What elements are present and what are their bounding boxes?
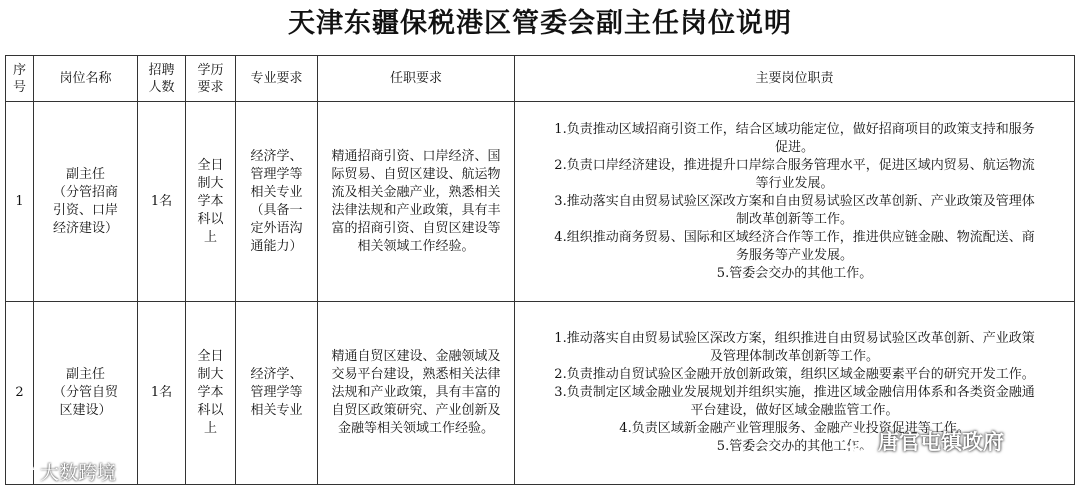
- position-line: （分管招商: [52, 184, 118, 200]
- education-line: 上: [203, 229, 217, 245]
- header-major: 专业要求: [236, 56, 318, 102]
- qualification-line: 精通招商引资、口岸经济、国: [331, 148, 501, 164]
- row-headcount: 1名: [138, 302, 186, 485]
- row-qualifications: [318, 102, 515, 302]
- watermark-source: [8, 458, 116, 485]
- education-line: 制大: [197, 367, 224, 382]
- watermark-left-text: 大数跨境: [40, 462, 117, 484]
- position-line: 经济建设）: [52, 220, 118, 236]
- position-line: 引资、口岸: [52, 202, 118, 218]
- row-education: [186, 302, 236, 485]
- major-line: 相关专业: [250, 184, 303, 200]
- duty-line: 1.推动落实自由贸易试验区深改方案，组织推进自由贸易试验区改革创新、产业政策: [554, 331, 1035, 346]
- position-line: 副主任: [65, 367, 105, 382]
- duty-line: 4.组织推动商务贸易、国际和区域经济合作等工作，推进供应链金融、物流配送、商: [554, 229, 1035, 245]
- qualification-line: 金融等相关领域工作经验。: [337, 421, 494, 436]
- header-headcount: [138, 56, 186, 102]
- duty-line: 制改革创新等工作。: [735, 211, 853, 227]
- education-line: 科以: [197, 211, 224, 227]
- qualification-line: 法律法规和产业政策，具有丰: [331, 202, 501, 218]
- duty-line: 务服务等产业发展。: [735, 247, 853, 263]
- row-major: [236, 102, 318, 302]
- header-position: 岗位名称: [34, 56, 138, 102]
- duty-line: 1.负责推动区域招商引资工作，结合区域功能定位，做好招商项目的政策支持和服务: [554, 121, 1035, 137]
- page-title: 天津东疆保税港区管委会副主任岗位说明: [288, 8, 792, 39]
- duty-line: 等行业发展。: [755, 175, 834, 191]
- header-index: [6, 56, 34, 102]
- row-headcount: 1名: [138, 102, 186, 302]
- qualification-line: 精通自贸区建设、金融领域及: [331, 349, 501, 364]
- duty-line: 3.负责制定区域金融业发展规划并组织实施，推进区域金融信用体系和各类资金融通: [554, 385, 1035, 400]
- position-line: 副主任: [65, 166, 105, 182]
- header-education: [186, 56, 236, 102]
- education-line: 全日: [197, 157, 224, 173]
- duty-line: 促进。: [774, 139, 814, 155]
- qualification-line: 自贸区政策研究、产业创新及: [331, 403, 501, 418]
- header-index-line: 号: [12, 79, 26, 95]
- duty-line: 5.管委会交办的其他工作。: [716, 265, 873, 281]
- table-header-row: [6, 56, 1075, 102]
- header-education-line: 学历: [197, 62, 224, 78]
- header-education-line: 要求: [197, 79, 224, 95]
- row-index: 2: [6, 302, 34, 485]
- duty-line: 及管理体制改革创新等工作。: [709, 349, 879, 364]
- education-line: 学本: [197, 193, 224, 209]
- duty-line: 4.负责区域新金融产业管理服务、金融产业投资促进等工作。: [619, 421, 970, 436]
- position-line: （分管自贸: [52, 385, 118, 400]
- major-line: 定外语沟: [250, 220, 303, 236]
- duty-line: 平台建设，做好区域金融监管工作。: [690, 403, 899, 418]
- qualification-line: 相关领域工作经验。: [357, 238, 475, 254]
- row-education: [186, 102, 236, 302]
- position-line: 区建设）: [59, 403, 112, 418]
- row-qualifications: [318, 302, 515, 485]
- weibo-icon: [8, 461, 36, 483]
- qualification-line: 法规和产业政策，具有丰富的: [331, 385, 501, 400]
- watermark-right-text: 唐官屯镇政府: [878, 430, 1004, 454]
- qualification-line: 富的招商引资、自贸区建设等: [331, 220, 501, 236]
- job-table: [5, 55, 1075, 485]
- row-index: 1: [6, 102, 34, 302]
- qualification-line: 际贸易、自贸区建设、航运物: [331, 166, 501, 182]
- education-line: 科以: [197, 403, 224, 418]
- header-index-line: 序: [12, 62, 26, 78]
- education-line: 上: [203, 421, 217, 436]
- duty-line: 5.管委会交办的其他工作。: [716, 439, 873, 454]
- table-row: [6, 102, 1075, 302]
- header-headcount-line: 招聘: [148, 62, 175, 78]
- watermark-account: [838, 426, 1004, 456]
- qualification-line: 流及相关金融产业，熟悉相关: [331, 184, 501, 200]
- education-line: 制大: [197, 175, 224, 191]
- major-line: 管理学等: [250, 385, 303, 400]
- major-line: 相关专业: [250, 403, 303, 418]
- header-headcount-line: 人数: [148, 79, 175, 95]
- wechat-icon: [838, 427, 872, 455]
- major-line: 通能力）: [250, 238, 303, 254]
- major-line: 经济学、: [250, 367, 303, 382]
- row-duties: [515, 102, 1075, 302]
- row-major: [236, 302, 318, 485]
- major-line: 管理学等: [250, 166, 303, 182]
- major-line: 经济学、: [250, 148, 303, 164]
- major-line: （具备一: [250, 202, 303, 218]
- duty-line: 2.负责口岸经济建设，推进提升口岸综合服务管理水平，促进区域内贸易、航运物流: [554, 157, 1035, 173]
- duty-line: 2.负责推动自贸试验区金融开放创新政策，组织区域金融要素平台的研究开发工作。: [554, 367, 1035, 382]
- row-duties: [515, 302, 1075, 485]
- header-duties: 主要岗位职责: [515, 56, 1075, 102]
- education-line: 全日: [197, 349, 224, 364]
- header-qualifications: 任职要求: [318, 56, 515, 102]
- table-row: [6, 302, 1075, 485]
- duty-line: 3.推动落实自由贸易试验区深改方案和自由贸易试验区改革创新、产业政策及管理体: [554, 193, 1035, 209]
- row-position: [34, 102, 138, 302]
- qualification-line: 交易平台建设，熟悉相关法律: [331, 367, 501, 382]
- education-line: 学本: [197, 385, 224, 400]
